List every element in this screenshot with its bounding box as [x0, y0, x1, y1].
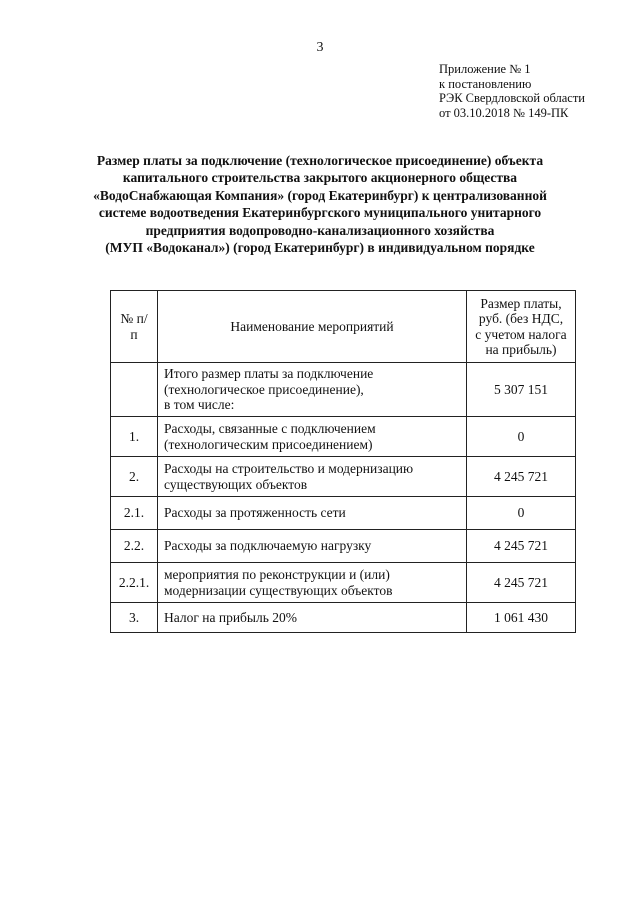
table-row: [111, 530, 576, 563]
cell-name: Итого размер платы за подключение (технологическое присоединение), в том числе:: [158, 363, 467, 417]
cell-num: 1.: [111, 417, 158, 457]
table-row: [111, 563, 576, 603]
table-row: [111, 363, 576, 417]
cell-name: Расходы за протяженность сети: [158, 497, 467, 530]
title-line: предприятия водопроводно-канализационного хозяйства: [145, 222, 495, 238]
cell-amount: 5 307 151: [467, 363, 576, 417]
header-amount: Размер платы, руб. (без НДС, с учетом налога на прибыль): [467, 291, 576, 363]
cell-amount: 4 245 721: [467, 563, 576, 603]
title-line: «ВодоСнабжающая Компания» (город Екатеринбург) к централизованной: [93, 187, 547, 203]
title-line: системе водоотведения Екатеринбургского муниципального унитарного: [98, 205, 542, 221]
table-row: [111, 457, 576, 497]
header-name: Наименование мероприятий: [158, 291, 467, 363]
document-title: [60, 152, 580, 256]
appendix-line: РЭК Свердловской области: [439, 91, 585, 105]
cell-num: 2.2.1.: [111, 563, 158, 603]
fee-table: [110, 290, 576, 633]
cell-name: мероприятия по реконструкции и (или) модернизации существующих объектов: [158, 563, 467, 603]
cell-num: 2.2.: [111, 530, 158, 563]
cell-num: 2.: [111, 457, 158, 497]
cell-amount: 4 245 721: [467, 530, 576, 563]
table-header-row: [111, 291, 576, 363]
table-row: [111, 497, 576, 530]
title-line: (МУП «Водоканал») (город Екатеринбург) в индивидуальном порядке: [105, 240, 535, 256]
cell-num: 3.: [111, 603, 158, 633]
title-line: Размер платы за подключение (технологическое присоединение) объекта: [96, 153, 544, 168]
cell-num: [111, 363, 158, 417]
cell-amount: 0: [467, 417, 576, 457]
cell-name: Расходы за подключаемую нагрузку: [158, 530, 467, 563]
appendix-line: к постановлению: [439, 76, 532, 91]
table-row: [111, 603, 576, 633]
page-number: 3: [316, 40, 324, 55]
table-row: [111, 417, 576, 457]
appendix-reference: [439, 62, 629, 120]
appendix-line: от 03.10.2018 № 149-ПК: [439, 105, 569, 120]
cell-amount: 4 245 721: [467, 457, 576, 497]
title-line: капитального строительства закрытого акционерного общества: [122, 170, 518, 186]
cell-name: Налог на прибыль 20%: [158, 603, 467, 633]
appendix-line: Приложение № 1: [439, 62, 531, 76]
cell-amount: 1 061 430: [467, 603, 576, 633]
cell-num: 2.1.: [111, 497, 158, 530]
cell-name: Расходы, связанные с подключением (технологическим присоединением): [158, 417, 467, 457]
header-num: № п/п: [111, 291, 158, 363]
cell-amount: 0: [467, 497, 576, 530]
cell-name: Расходы на строительство и модернизацию существующих объектов: [158, 457, 467, 497]
